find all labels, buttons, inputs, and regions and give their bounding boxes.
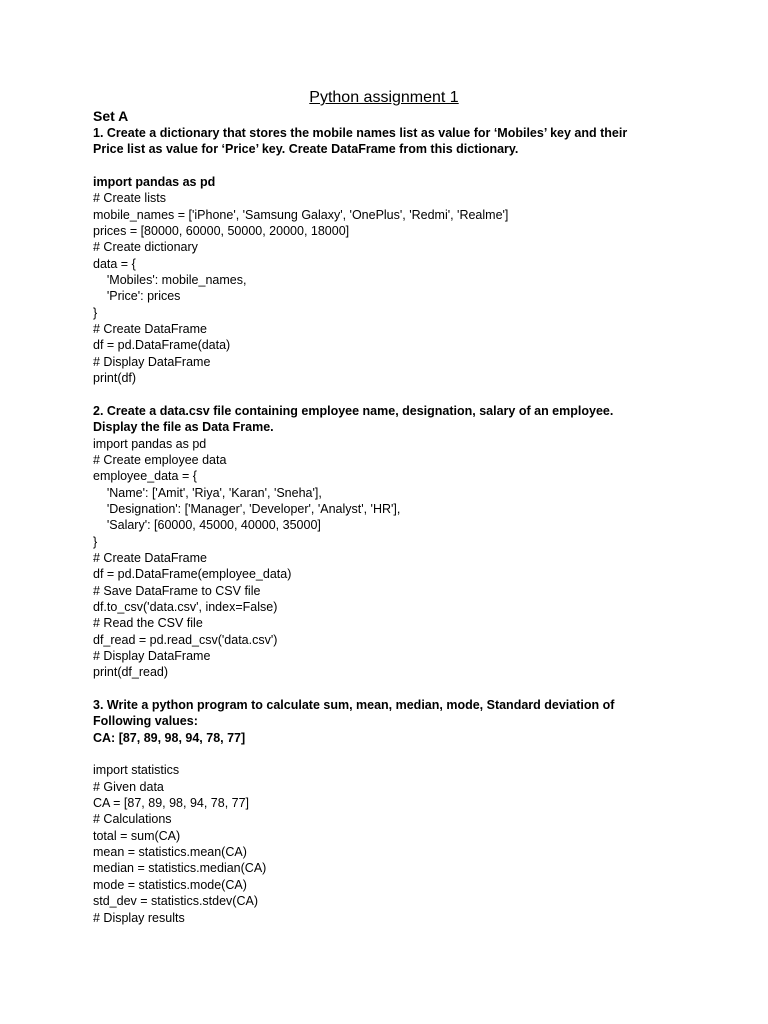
q3-code-line: mean = statistics.mean(CA)	[93, 845, 247, 860]
q1-code-line: }	[93, 305, 98, 320]
spacer	[93, 387, 683, 403]
q3-code-line: median = statistics.median(CA)	[93, 861, 267, 876]
q3-question-line1: 3. Write a python program to calculate sum, mean, median, mode, Standard deviation of	[93, 698, 615, 713]
q2-code-line: employee_data = {	[93, 469, 197, 484]
document-title: Python assignment 1	[309, 89, 459, 106]
q3-code-line: # Calculations	[93, 812, 172, 827]
q2-code-line: 'Designation': ['Manager', 'Developer', 'Analyst', 'HR'],	[93, 501, 401, 516]
q2-code-line: 'Salary': [60000, 45000, 40000, 35000]	[93, 518, 321, 533]
q2-code-line: # Save DataFrame to CSV file	[93, 583, 261, 598]
q3-code-line: import statistics	[93, 763, 180, 778]
q1-code-line: 'Price': prices	[93, 289, 181, 304]
q1-code-line: # Display DataFrame	[93, 354, 211, 369]
q1-code-line: prices = [80000, 60000, 50000, 20000, 18000]	[93, 224, 350, 239]
q2-code-line: import pandas as pd	[93, 436, 207, 451]
q1-code-line: # Create dictionary	[93, 240, 198, 255]
q1-code-line: # Create DataFrame	[93, 322, 207, 337]
q1-code-line: mobile_names = ['iPhone', 'Samsung Galaxy', 'OnePlus', 'Redmi', 'Realme']	[93, 207, 509, 222]
q2-code-line: # Read the CSV file	[93, 616, 203, 631]
spacer	[93, 681, 683, 697]
q1-code-line: data = {	[93, 256, 136, 271]
spacer	[93, 158, 683, 174]
q2-question-line1: 2. Create a data.csv file containing employee name, designation, salary of an employee.	[93, 403, 614, 418]
q2-code-line: # Create employee data	[93, 452, 227, 467]
q2-code-line: df.to_csv('data.csv', index=False)	[93, 599, 278, 614]
q2-code-line: # Display DataFrame	[93, 649, 211, 663]
q1-question-line1: 1. Create a dictionary that stores the mobile names list as value for ‘Mobiles’ key and their	[93, 126, 628, 140]
q3-question-line2: Following values:	[93, 714, 198, 729]
q1-code-line: import pandas as pd	[93, 175, 216, 190]
q1-code-line: 'Mobiles': mobile_names,	[93, 273, 247, 288]
q3-code-line: # Given data	[93, 779, 164, 794]
spacer	[93, 746, 683, 762]
q1-code-line: # Create lists	[93, 191, 166, 206]
q2-code-line: # Create DataFrame	[93, 550, 207, 565]
q3-code-line: total = sum(CA)	[93, 828, 181, 843]
document-body	[93, 108, 683, 926]
q1-code-line: df = pd.DataFrame(data)	[93, 338, 231, 353]
q1-question-line2: Price list as value for ‘Price’ key. Create DataFrame from this dictionary.	[93, 142, 519, 157]
q3-question-line3: CA: [87, 89, 98, 94, 78, 77]	[93, 730, 246, 745]
q1-code-line: print(df)	[93, 371, 137, 386]
q2-code-line: df = pd.DataFrame(employee_data)	[93, 567, 292, 582]
q2-code-line: }	[93, 534, 98, 549]
q3-code-line: mode = statistics.mode(CA)	[93, 877, 247, 892]
q2-question-line2: Display the file as Data Frame.	[93, 420, 274, 435]
q2-code-line: print(df_read)	[93, 665, 169, 680]
q3-code-line: std_dev = statistics.stdev(CA)	[93, 894, 258, 909]
q2-code-line: df_read = pd.read_csv('data.csv')	[93, 632, 278, 647]
q3-code-line: CA = [87, 89, 98, 94, 78, 77]	[93, 796, 250, 811]
q2-code-line: 'Name': ['Amit', 'Riya', 'Karan', 'Sneha'],	[93, 485, 322, 500]
q3-code-line: # Display results	[93, 910, 185, 925]
set-heading: Set A	[93, 108, 129, 124]
